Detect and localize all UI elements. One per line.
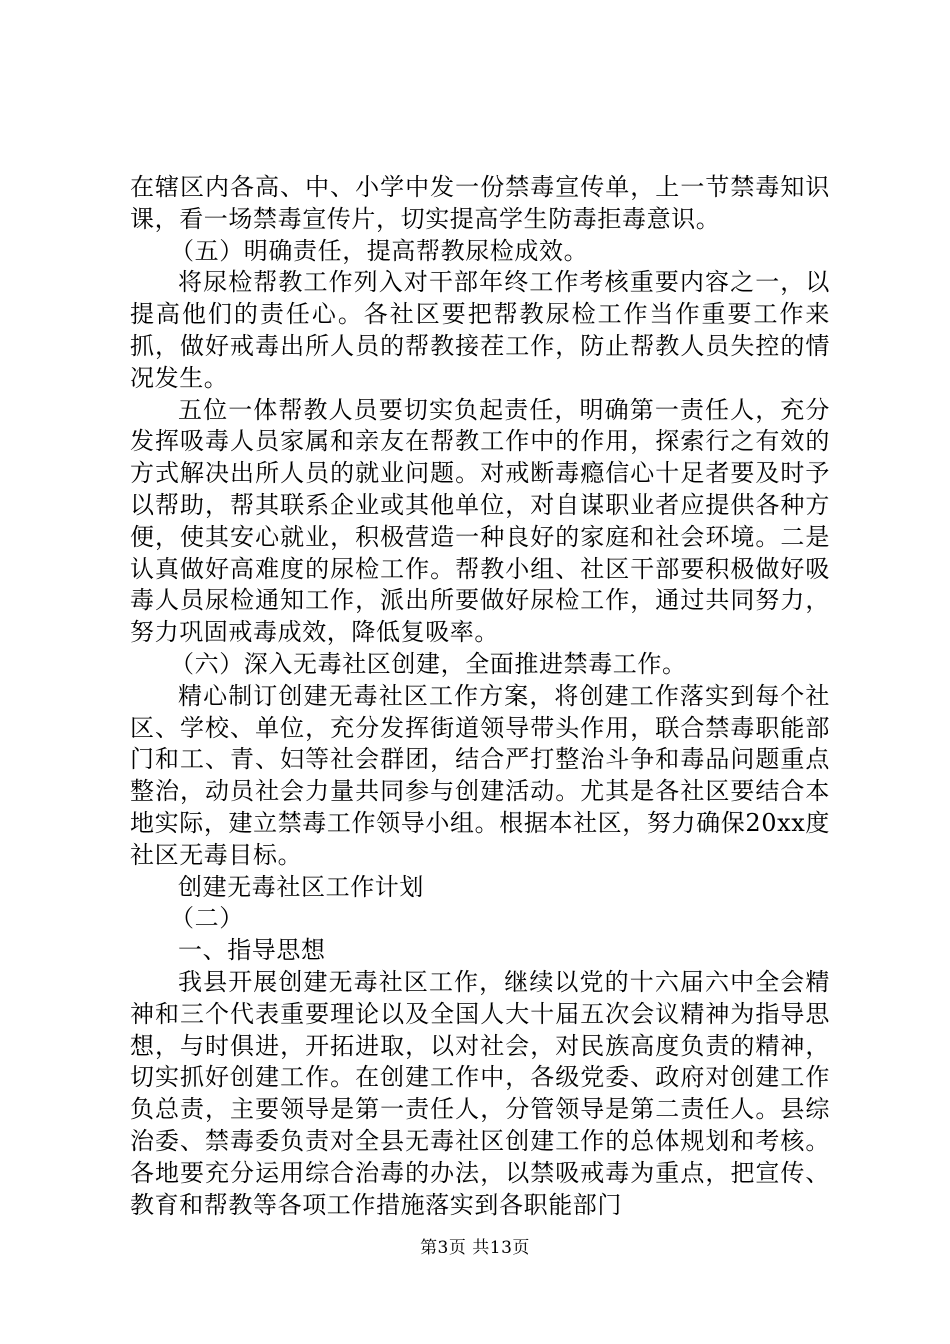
paragraph-continuation: 在辖区内各高、中、小学中发一份禁毒宣传单，上一节禁毒知识课，看一场禁毒宣传片，切实提高学生防毒拒毒意识。	[130, 173, 830, 233]
part-number: （二）	[170, 904, 244, 933]
paragraph-five-in-one-assistance: 五位一体帮教人员要切实负起责任，明确第一责任人，充分发挥吸毒人员家属和亲友在帮教工作中的作用，探索行之有效的方式解决出所人员的就业问题。对戒断毒瘾信心十足者要及时予以帮助，帮其联系企业或其他单位，对自谋职业者应提供各种方便，使其安心就业，积极营造一种良好的家庭和社会环境。二是认真做好高难度的尿检工作。帮教小组、社区干部要积极做好吸毒人员尿检通知工作，派出所要做好尿检工作，通过共同努力，努力巩固戒毒成效，降低复吸率。	[130, 395, 830, 647]
document-body	[130, 172, 830, 1221]
paragraph-community-plan: 精心制订创建无毒社区工作方案，将创建工作落实到每个社区、学校、单位，充分发挥街道领导带头作用，联合禁毒职能部门和工、青、妇等社会群团，结合严打整治斗争和毒品问题重点整治，动员社会力量共同参与创建活动。尤其是各社区要结合本地实际，建立禁毒工作领导小组。根据本社区，努力确保20xx度社区无毒目标。	[130, 681, 830, 869]
section-heading-six: （六）深入无毒社区创建，全面推进禁毒工作。	[170, 649, 687, 678]
paragraph-guiding-thought: 我县开展创建无毒社区工作，继续以党的十六届六中全会精神和三个代表重要理论以及全国人大十届五次会议精神为指导思想，与时俱进，开拓进取，以对社会，对民族高度负责的精神，切实抓好创建工作。在创建工作中，各级党委、政府对创建工作负总责，主要领导是第一责任人，分管领导是第二责任人。县综治委、禁毒委负责对全县无毒社区创建工作的总体规划和考核。各地要充分运用综合治毒的办法，以禁吸戒毒为重点，把宣传、教育和帮教等各项工作措施落实到各职能部门	[130, 967, 830, 1219]
page-footer: 第3页 共13页	[420, 1238, 530, 1258]
paragraph-urine-test-assessment: 将尿检帮教工作列入对干部年终工作考核重要内容之一，以提高他们的责任心。各社区要把帮教尿检工作当作重要工作来抓，做好戒毒出所人员的帮教接茬工作，防止帮教人员失控的情况发生。	[130, 268, 830, 392]
document-subtitle: 创建无毒社区工作计划	[178, 872, 424, 901]
section-heading-guiding-thought: 一、指导思想	[178, 936, 326, 965]
section-heading-five: （五）明确责任，提高帮教尿检成效。	[170, 236, 589, 265]
